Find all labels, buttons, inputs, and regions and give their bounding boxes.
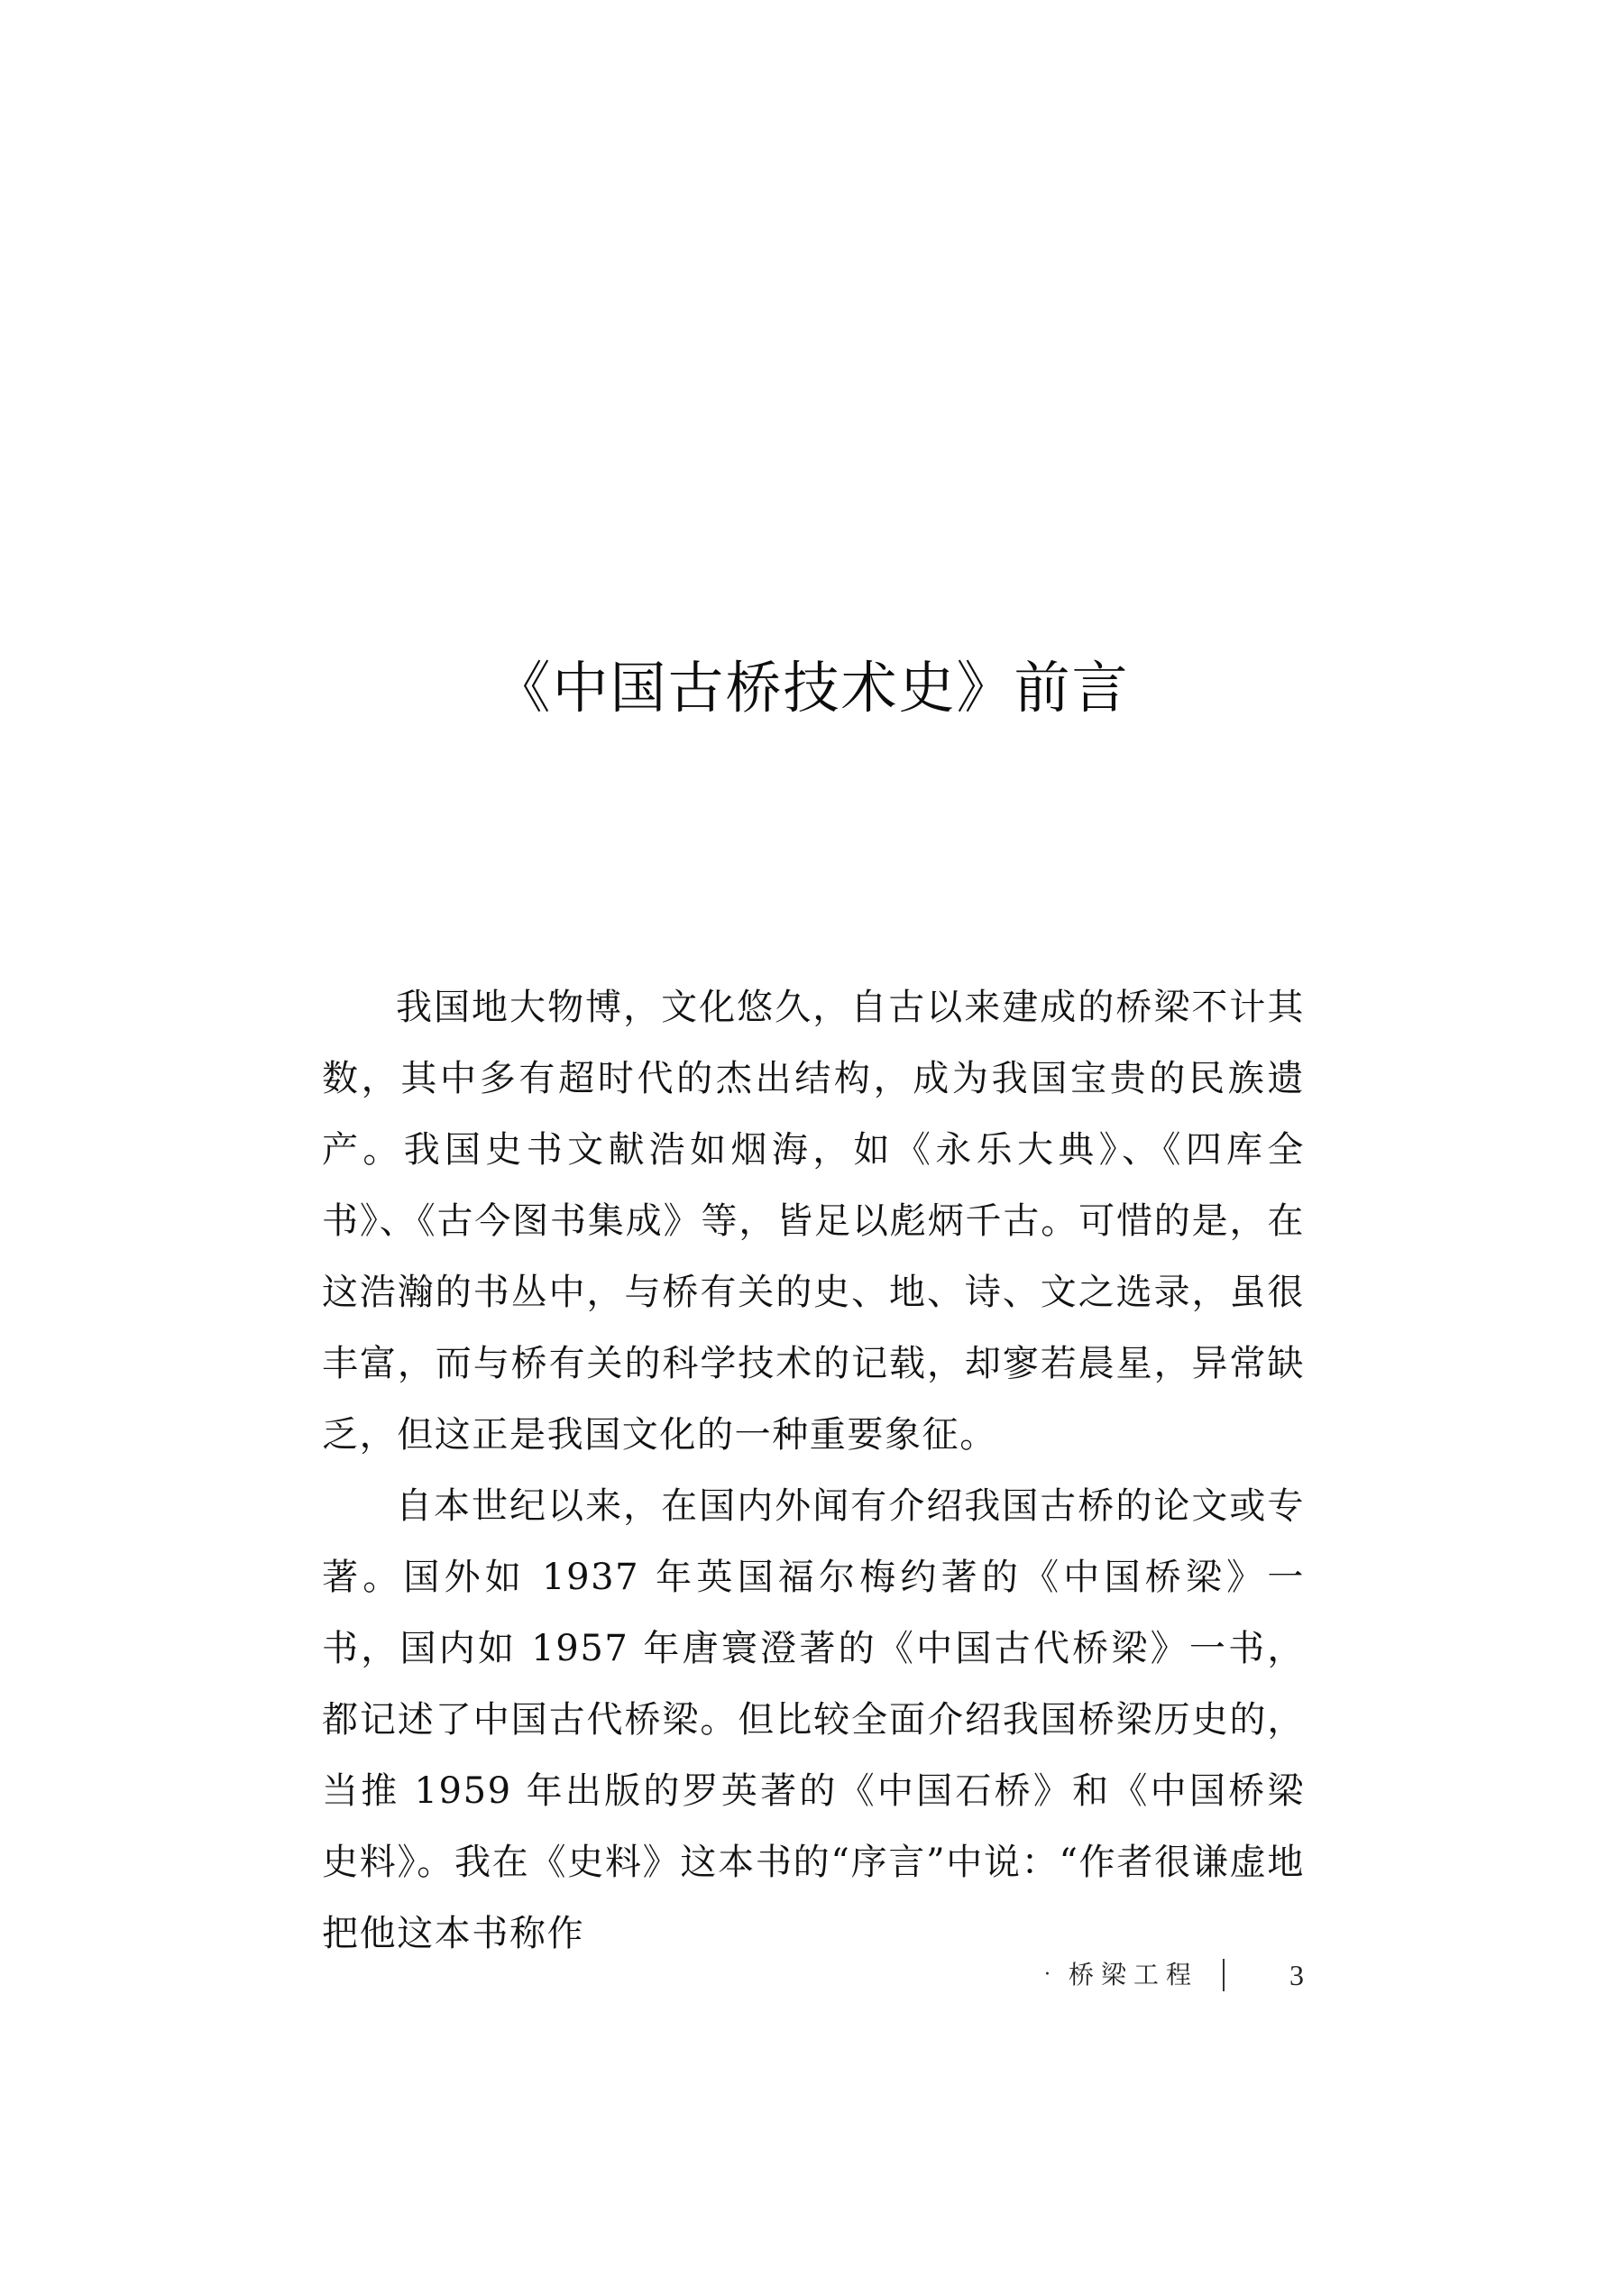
bullet-icon: · (1044, 1963, 1051, 1986)
page-title: 《中国古桥技术史》前言 (494, 655, 1130, 721)
body-text (322, 972, 1305, 1970)
footer-divider (1223, 1959, 1225, 1991)
page-footer (1037, 1957, 1307, 1993)
paragraph-1: 我国地大物博，文化悠久，自古以来建成的桥梁不计其数，其中多有超时代的杰出结构，成为我国宝贵的民族遗产。我国史书文献浩如烟海，如《永乐大典》、《四库全书》、《古今图书集成》等，皆足以彪炳千古。可惜的是，在这浩瀚的书丛中，与桥有关的史、地、诗、文之选录，虽很丰富，而与桥有关的科学技术的记载，却寥若晨星，异常缺乏，但这正是我国文化的一种重要象征。 (322, 987, 1305, 1456)
running-title: 桥梁工程 (1069, 1960, 1199, 1990)
page-number: 3 (1289, 1959, 1304, 1991)
paragraph-2: 自本世纪以来，在国内外闻有介绍我国古桥的论文或专著。国外如 1937 年英国福尔梅约著的《中国桥梁》一书，国内如 1957 年唐寰澄著的《中国古代桥梁》一书，都记述了中国古代桥梁。但比较全面介绍我国桥梁历史的，当推 1959 年出版的罗英著的《中国石桥》和《中国桥梁史料》。我在《史料》这本书的“序言”中说：“作者很谦虚地把他这本书称作 (322, 1485, 1305, 1954)
